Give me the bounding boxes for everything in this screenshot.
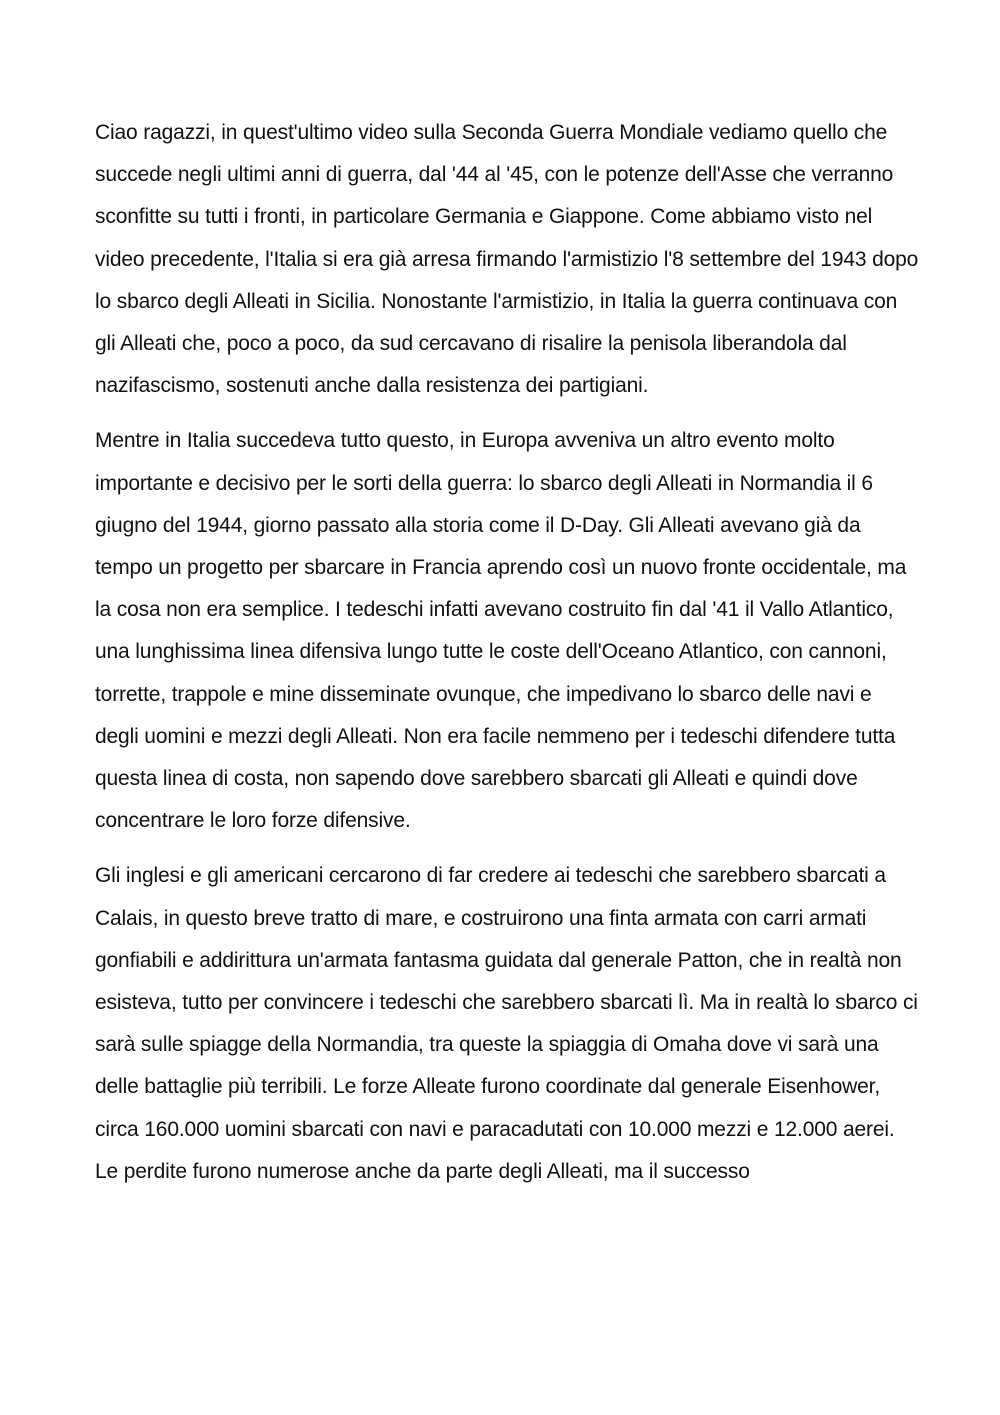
paragraph-normandy-landing: Mentre in Italia succedeva tutto questo, in Europa avveniva un altro evento molto importante e decisivo per le sorti della guerra: lo sbarco degli Alleati in Normandia il 6 giugno del 1944, giorno passato alla storia come il D-Day. Gli Alleati avevano già da tempo un progetto per sbarcare in Francia aprendo così un nuovo fronte occidentale, ma la cosa non era semplice. I tedeschi infatti avevano costruito fin dal '41 il Vallo Atlantico, una lunghissima linea difensiva lungo tutte le coste dell'Oceano Atlantico, con cannoni, torrette, trappole e mine disseminate ovunque, che impedivano lo sbarco delle navi e degli uomini e mezzi degli Alleati. Non era facile nemmeno per i tedeschi difendere tutta questa linea di costa, non sapendo dove sarebbero sbarcati gli Alleati e quindi dove concentrare le loro forze difensive.: [95, 429, 907, 833]
paragraph-calais-deception: Gli inglesi e gli americani cercarono di far credere ai tedeschi che sarebbero sbarcati a Calais, in questo breve tratto di mare, e costruirono una finta armata con carri armati gonfiabili e addirittura un'armata fantasma guidata dal generale Patton, che in realtà non esisteva, tutto per convincere i tedeschi che sarebbero sbarcati lì. Ma in realtà lo sbarco ci sarà sulle spiagge della Normandia, tra queste la spiaggia di Omaha dove vi sarà una delle battaglie più terribili. Le forze Alleate furono coordinate dal generale Eisenhower, circa 160.000 uomini sbarcati con navi e paracadutati con 10.000 mezzi e 12.000 aerei. Le perdite furono numerose anche da parte degli Alleati, ma il successo: [95, 864, 918, 1183]
paragraph-intro: Ciao ragazzi, in quest'ultimo video sulla Seconda Guerra Mondiale vediamo quello che succede negli ultimi anni di guerra, dal '44 al '45, con le potenze dell'Asse che verranno sconfitte su tutti i fronti, in particolare Germania e Giappone. Come abbiamo visto nel video precedente, l'Italia si era già arresa firmando l'armistizio l'8 settembre del 1943 dopo lo sbarco degli Alleati in Sicilia. Nonostante l'armistizio, in Italia la guerra continuava con gli Alleati che, poco a poco, da sud cercavano di risalire la penisola liberandola dal nazifascismo, sostenuti anche dalla resistenza dei partigiani.: [95, 121, 919, 398]
text-body: [95, 112, 920, 1206]
